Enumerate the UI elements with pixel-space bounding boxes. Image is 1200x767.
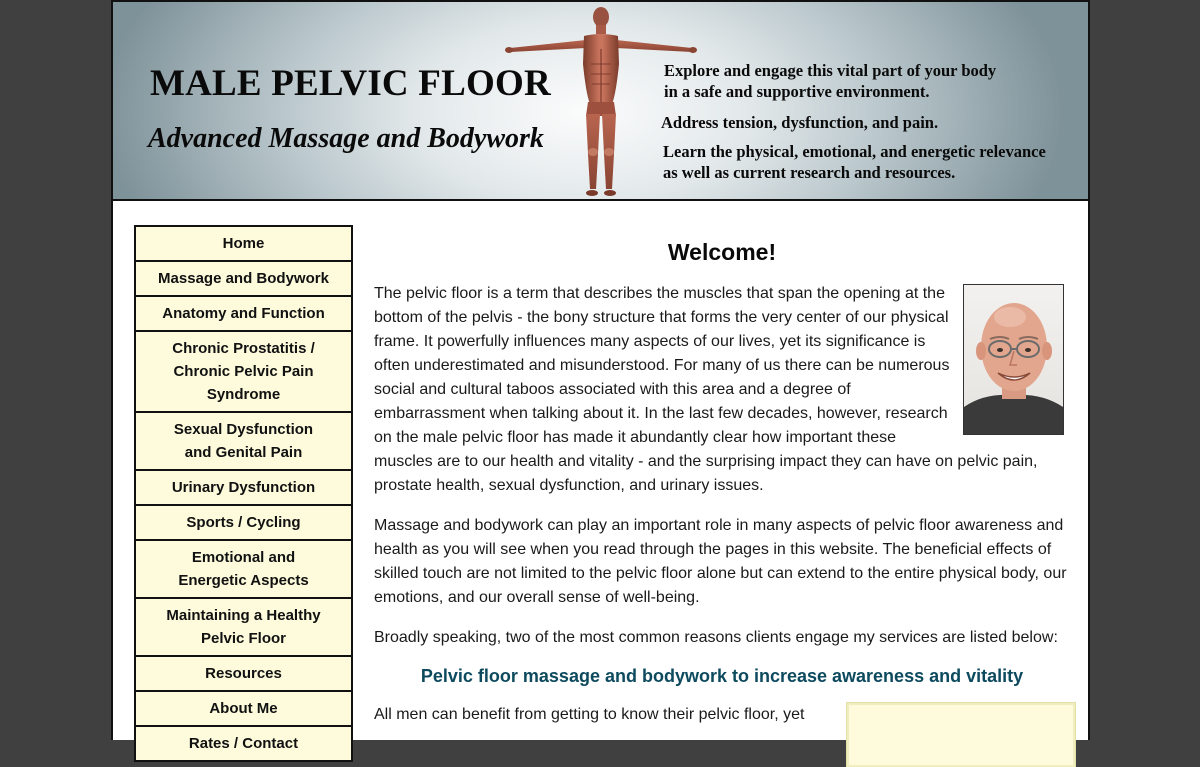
awareness-paragraph: All men can benefit from getting to know their pelvic floor, yet [374, 706, 805, 723]
massage-paragraph: Massage and bodywork can play an important role in many aspects of pelvic floor awareness and health as you will see when you read through the pages in this website. The beneficial effects of skilled touch are not limited to the pelvic floor alone but can extend to the entire physical body, our emotions, and our overall sense of well-being. [374, 517, 1067, 606]
sidebar-nav [134, 225, 353, 760]
site-title: MALE PELVIC FLOOR [150, 63, 551, 104]
section-heading-awareness: Pelvic floor massage and bodywork to increase awareness and vitality [420, 666, 1024, 686]
nav-item-massage-bodywork[interactable]: Massage and Bodywork [134, 260, 353, 297]
nav-item-about-me[interactable]: About Me [134, 690, 353, 727]
nav-item-home[interactable]: Home [134, 225, 353, 262]
page-title: Welcome! [667, 239, 777, 265]
site-subtitle: Advanced Massage and Bodywork [148, 123, 544, 154]
page-container [111, 0, 1090, 752]
nav-item-sexual-dysfunction[interactable]: Sexual Dysfunction and Genital Pain [134, 411, 353, 471]
tagline-learn: Learn the physical, emotional, and energetic relevance as well as current research and resources. [663, 142, 1046, 182]
nav-item-chronic-prostatitis[interactable]: Chronic Prostatitis / Chronic Pelvic Pain Syndrome [134, 330, 353, 413]
tagline-address: Address tension, dysfunction, and pain. [661, 113, 939, 132]
intro-paragraph: The pelvic floor is a term that describes the muscles that span the opening at the bottom of the pelvis - the bony structure that forms the very center of our physical frame. It powerfully influences many aspects of our lives, yet its significance is often underestimated and misunderstood. For many of us there can be numerous social and cultural taboos associated with this area and a degree of embarrassment when talking about it. In the last few decades, however, research on the male pelvic floor has made it abundantly clear how important these muscles are to our health and vitality - and the surprising impact they can have on pelvic pain, prostate health, sexual dysfunction, and urinary issues. [374, 285, 1038, 494]
nav-item-sports-cycling[interactable]: Sports / Cycling [134, 504, 353, 541]
nav-item-resources[interactable]: Resources [134, 655, 353, 692]
main-content [374, 225, 1070, 767]
reasons-paragraph: Broadly speaking, two of the most common reasons clients engage my services are listed below: [374, 629, 1058, 646]
tagline-explore: Explore and engage this vital part of your body in a safe and supportive environment. [664, 61, 997, 101]
site-banner [113, 0, 1088, 201]
nav-item-urinary-dysfunction[interactable]: Urinary Dysfunction [134, 469, 353, 506]
nav-item-healthy-pelvic-floor[interactable]: Maintaining a Healthy Pelvic Floor [134, 597, 353, 657]
author-portrait-image [963, 284, 1064, 435]
nav-item-anatomy-function[interactable]: Anatomy and Function [134, 295, 353, 332]
callout-box [847, 703, 1075, 767]
portrait-icon [964, 285, 1063, 434]
nav-item-rates-contact[interactable]: Rates / Contact [134, 725, 353, 762]
nav-item-emotional-energetic[interactable]: Emotional and Energetic Aspects [134, 539, 353, 599]
